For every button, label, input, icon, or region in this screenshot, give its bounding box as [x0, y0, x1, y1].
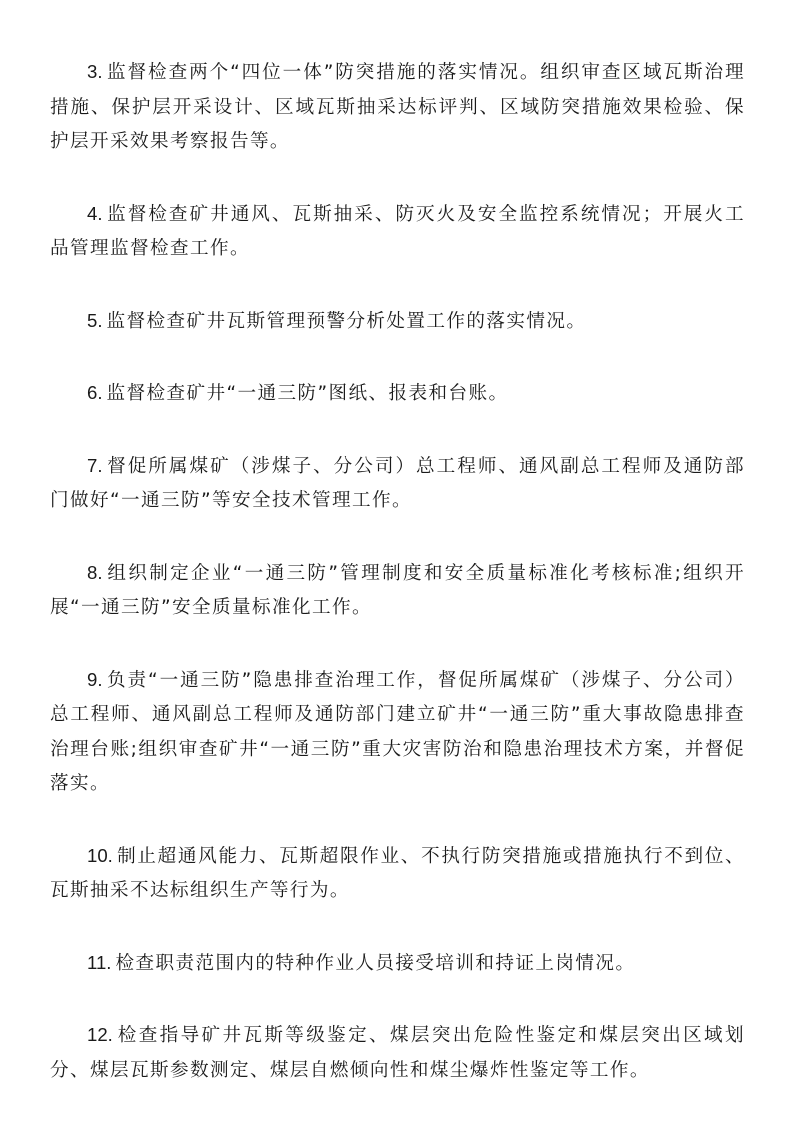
item-number: 9.: [87, 668, 103, 690]
item-number: 5.: [87, 309, 103, 331]
item-number: 12.: [87, 1024, 113, 1045]
item-number: 3.: [87, 61, 103, 82]
item-text: 制止超通风能力、瓦斯超限作业、不执行防突措施或措施执行不到位、瓦斯抽采不达标组织生产等行为。: [50, 845, 745, 901]
paragraph-item-10: [50, 839, 745, 909]
item-text: 监督检查两个“四位一体”防突措施的落实情况。组织审查区域瓦斯治理措施、保护层开采设计、区域瓦斯抽采达标评判、区域防突措施效果检验、保护层开采效果考察报告等。: [50, 62, 745, 152]
paragraph-item-6: [50, 376, 745, 412]
item-number: 11.: [87, 951, 112, 973]
paragraph-item-12: [50, 1018, 745, 1088]
paragraph-item-9: [50, 663, 745, 802]
paragraph-item-8: [50, 556, 745, 626]
item-text: 监督检查矿井“一通三防”图纸、报表和台账。: [106, 383, 509, 404]
item-number: 8.: [87, 561, 103, 583]
item-text: 组织制定企业“一通三防”管理制度和安全质量标准化考核标准;组织开展“一通三防”安全质量标准化工作。: [50, 562, 745, 618]
item-text: 督促所属煤矿（涉煤子、分公司）总工程师、通风副总工程师及通防部门做好“一通三防”等安全技术管理工作。: [50, 455, 745, 511]
item-text: 监督检查矿井通风、瓦斯抽采、防灭火及安全监控系统情况；开展火工品管理监督检查工作。: [50, 203, 745, 259]
item-number: 10.: [87, 844, 113, 866]
paragraph-item-3: [50, 55, 745, 160]
item-text: 负责“一通三防”隐患排查治理工作，督促所属煤矿（涉煤子、分公司）总工程师、通风副总工程师及通防部门建立矿井“一通三防”重大事故隐患排查治理台账;组织审查矿井“一通三防”重大灾害防治和隐患治理技术方案，并督促落实。: [50, 669, 745, 794]
item-text: 检查职责范围内的特种作业人员接受培训和持证上岗情况。: [115, 952, 636, 974]
paragraph-item-4: [50, 197, 745, 267]
document-body: [50, 55, 745, 1125]
paragraph-item-5: [50, 304, 745, 340]
item-text: 检查指导矿井瓦斯等级鉴定、煤层突出危险性鉴定和煤层突出区域划分、煤层瓦斯参数测定、煤层自燃倾向性和煤尘爆炸性鉴定等工作。: [50, 1025, 745, 1081]
paragraph-item-7: [50, 449, 745, 519]
item-number: 7.: [87, 454, 103, 476]
item-text: 监督检查矿井瓦斯管理预警分析处置工作的落实情况。: [106, 310, 587, 332]
item-number: 4.: [87, 202, 103, 224]
item-number: 6.: [87, 382, 103, 403]
paragraph-item-11: [50, 946, 745, 982]
